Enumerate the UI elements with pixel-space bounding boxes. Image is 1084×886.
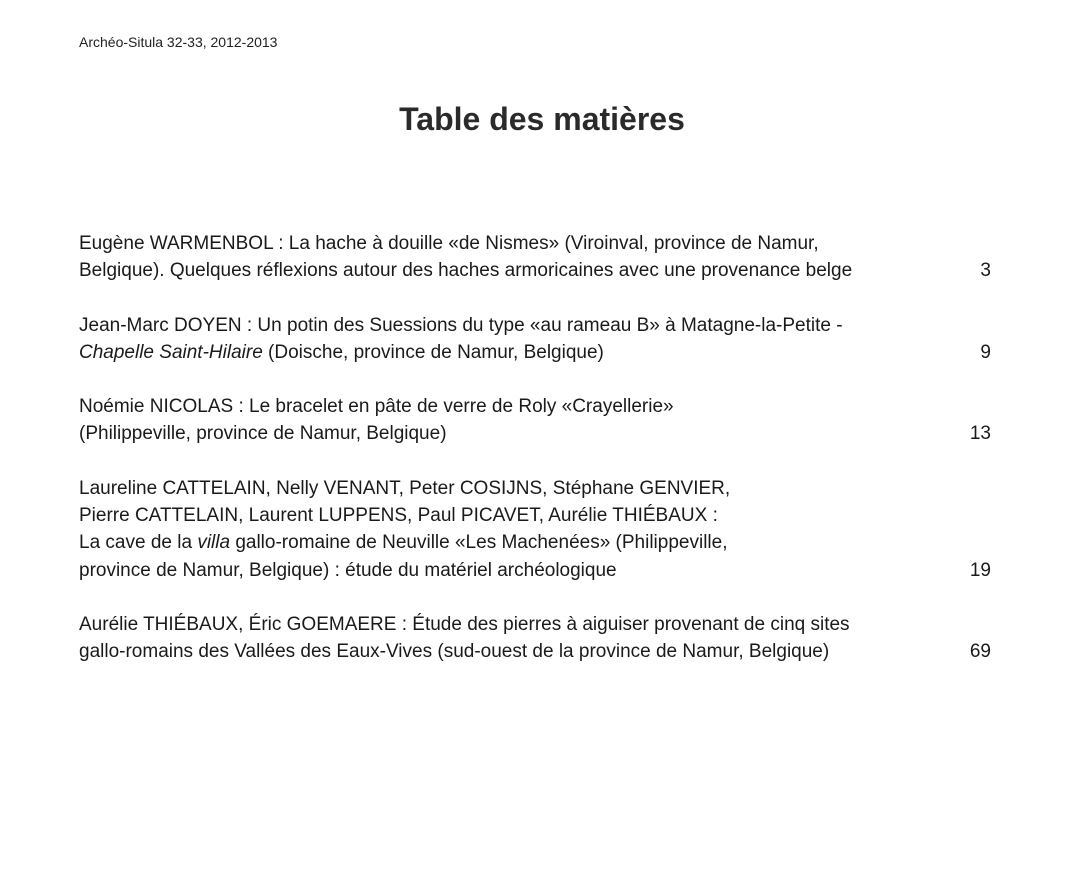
toc-page-number: 13 bbox=[969, 423, 991, 445]
toc-page-number: 69 bbox=[969, 641, 991, 663]
toc-entry-line: Pierre CATTELAIN, Laurent LUPPENS, Paul PICAVET, Aurélie THIÉBAUX : bbox=[79, 505, 718, 527]
toc-entry-line: province de Namur, Belgique) : étude du matériel archéologique bbox=[79, 559, 617, 581]
toc-entry-italic: Chapelle Saint-Hilaire bbox=[79, 341, 263, 363]
toc-entry-line: gallo-romains des Vallées des Eaux-Vives (sud-ouest de la province de Namur, Belgique) bbox=[79, 641, 830, 663]
toc-entry bbox=[79, 393, 991, 448]
toc-entry-text: gallo-romaine de Neuville «Les Machenées» (Philippeville, bbox=[230, 532, 728, 554]
toc-entry-line: Eugène WARMENBOL : La hache à douille «de Nismes» (Viroinval, province de Namur, bbox=[79, 233, 819, 254]
toc-entry-line: (Philippeville, province de Namur, Belgique) bbox=[79, 423, 447, 445]
toc-page-number: 19 bbox=[969, 559, 991, 581]
table-of-contents bbox=[79, 230, 991, 693]
toc-page-number: 9 bbox=[980, 341, 991, 363]
page-title: Table des matières bbox=[399, 101, 685, 137]
toc-entry-line: Belgique). Quelques réflexions autour des haches armoricaines avec une provenance belge bbox=[79, 260, 853, 282]
toc-entry-text: La cave de la bbox=[79, 532, 198, 554]
running-head: Archéo-Situla 32-33, 2012-2013 bbox=[79, 34, 278, 50]
toc-entry bbox=[79, 312, 991, 367]
toc-entry bbox=[79, 475, 991, 584]
toc-entry-line: Noémie NICOLAS : Le bracelet en pâte de verre de Roly «Crayellerie» bbox=[79, 396, 674, 418]
toc-page-number: 3 bbox=[980, 260, 991, 282]
toc-entry-italic: villa bbox=[197, 532, 231, 554]
toc-entry-line: Laureline CATTELAIN, Nelly VENANT, Peter COSIJNS, Stéphane GENVIER, bbox=[79, 477, 731, 499]
toc-entry bbox=[79, 611, 991, 666]
toc-entry-text: (Doische, province de Namur, Belgique) bbox=[262, 341, 604, 363]
toc-entry-line bbox=[79, 529, 931, 556]
toc-entry-line bbox=[79, 339, 931, 366]
toc-entry-line: Aurélie THIÉBAUX, Éric GOEMAERE : Étude des pierres à aiguiser provenant de cinq sites bbox=[79, 613, 850, 635]
toc-entry-line: Jean-Marc DOYEN : Un potin des Suessions du type «au rameau B» à Matagne-la-Petite - bbox=[79, 314, 843, 336]
toc-entry bbox=[79, 230, 991, 285]
